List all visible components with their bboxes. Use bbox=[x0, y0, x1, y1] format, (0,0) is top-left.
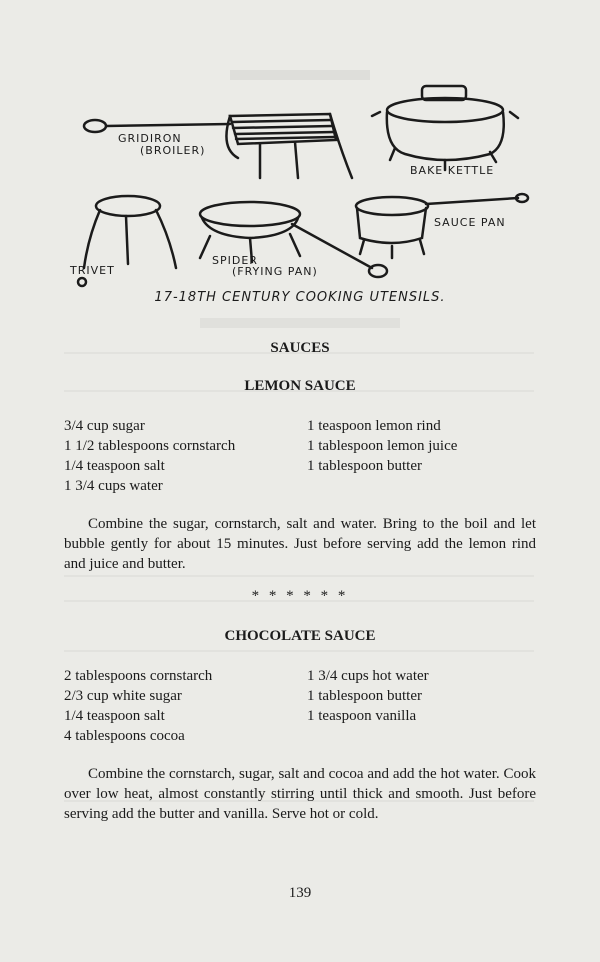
lemon-directions: Combine the sugar, cornstarch, salt and water. Bring to the boil and let bubble gently for about 15 minutes. Just before serving add the lemon rind and juice and butter. bbox=[64, 516, 536, 572]
ingredient: 2/3 cup white sugar bbox=[64, 688, 182, 704]
chocolate-ingredients-left bbox=[64, 666, 212, 746]
ingredient: 1 1/2 tablespoons cornstarch bbox=[64, 438, 236, 454]
label-frying-pan: (FRYING PAN) bbox=[232, 265, 318, 278]
bake-kettle-drawing bbox=[372, 86, 518, 170]
ingredient: 1 3/4 cups water bbox=[64, 478, 163, 494]
label-broiler: (BROILER) bbox=[140, 144, 206, 157]
label-bake-kettle: BAKE KETTLE bbox=[410, 164, 495, 177]
ingredient: 1/4 teaspoon salt bbox=[64, 708, 165, 724]
ingredient: 1 3/4 cups hot water bbox=[307, 668, 429, 684]
lemon-ingredients-right bbox=[307, 416, 457, 476]
label-gridiron: GRIDIRON bbox=[118, 132, 182, 145]
section-title: SAUCES bbox=[270, 340, 330, 356]
lemon-sauce-title: LEMON SAUCE bbox=[244, 378, 356, 394]
ingredient: 3/4 cup sugar bbox=[64, 418, 145, 434]
ingredient: 1 tablespoon butter bbox=[307, 458, 422, 474]
lemon-ingredients-left bbox=[64, 416, 235, 496]
chocolate-ingredients-right bbox=[307, 666, 429, 726]
chocolate-sauce-title: CHOCOLATE SAUCE bbox=[224, 628, 376, 644]
ingredient: 1 tablespoon butter bbox=[307, 688, 422, 704]
illustration-caption: 17-18TH CENTURY COOKING UTENSILS. bbox=[154, 290, 446, 305]
ingredient: 1 tablespoon lemon juice bbox=[307, 438, 458, 454]
page-number: 139 bbox=[288, 885, 312, 901]
gridiron-drawing bbox=[84, 114, 352, 178]
ingredient: 1 teaspoon vanilla bbox=[307, 708, 417, 724]
label-trivet: TRIVET bbox=[70, 264, 115, 277]
chocolate-directions: Combine the cornstarch, sugar, salt and cocoa and add the hot water. Cook over low heat, almost constantly stirring until thick and smooth. Just before serving add the butter and vanilla. Serve hot or cold. bbox=[64, 766, 536, 822]
label-spider: SPIDER bbox=[212, 254, 258, 267]
cooking-utensils-illustration bbox=[60, 78, 540, 298]
ingredient: 4 tablespoons cocoa bbox=[64, 728, 185, 744]
ingredient: 1 teaspoon lemon rind bbox=[307, 418, 441, 434]
ingredient: 2 tablespoons cornstarch bbox=[64, 668, 213, 684]
ingredient: 1/4 teaspoon salt bbox=[64, 458, 165, 474]
label-sauce-pan: SAUCE PAN bbox=[434, 216, 506, 229]
section-separator: * * * * * * bbox=[251, 588, 349, 604]
